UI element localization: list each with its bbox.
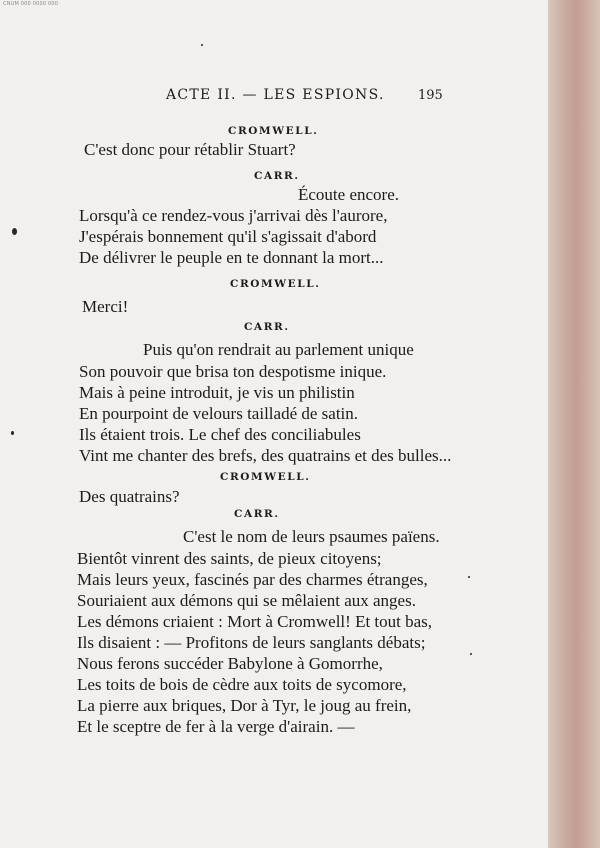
verse-line: Bientôt vinrent des saints, de pieux citoyens; [77, 549, 382, 568]
verse-line: La pierre aux briques, Dor à Tyr, le joug au frein, [77, 696, 412, 715]
verse-line: C'est donc pour rétablir Stuart? [84, 140, 296, 159]
ink-speck [12, 228, 17, 235]
verse-line: De délivrer le peuple en te donnant la mort... [79, 248, 384, 267]
ink-speck [201, 44, 203, 46]
verse-line: Les démons criaient : Mort à Cromwell! Et tout bas, [77, 612, 433, 631]
verse-line: Lorsqu'à ce rendez-vous j'arrivai dès l'aurore, [79, 206, 388, 225]
verse-line: Écoute encore. [298, 185, 399, 204]
verse-line: Mais leurs yeux, fascinés par des charmes étranges, [77, 570, 428, 589]
verse-line: En pourpoint de velours tailladé de satin. [79, 404, 359, 423]
speaker-name: CROMWELL. [228, 125, 319, 137]
verse-line: Les toits de bois de cèdre aux toits de sycomore, [77, 675, 407, 694]
ink-speck [468, 576, 470, 578]
verse-line: Ils étaient trois. Le chef des conciliabules [79, 425, 361, 444]
speaker-name: CROMWELL. [230, 278, 321, 290]
verse-line: Des quatrains? [79, 487, 180, 506]
verse-line: Souriaient aux démons qui se mêlaient aux anges. [77, 591, 416, 610]
verse-line: Ils disaient : — Profitons de leurs sanglants débats; [77, 633, 426, 652]
corner-mark: CNUM 000 0000 000 [3, 1, 59, 7]
running-head [0, 87, 548, 107]
verse-line: Mais à peine introduit, je vis un philistin [79, 383, 355, 402]
verse-line: Merci! [82, 297, 129, 316]
running-title: ACTE II. — LES ESPIONS. [166, 87, 385, 103]
verse-line: Son pouvoir que brisa ton despotisme inique. [79, 362, 387, 381]
verse-line: Nous ferons succéder Babylone à Gomorrhe, [77, 654, 383, 673]
speaker-name: CARR. [244, 321, 290, 333]
ink-speck [470, 653, 472, 655]
verse-line: Et le sceptre de fer à la verge d'airain. — [77, 717, 355, 736]
speaker-name: CROMWELL. [220, 471, 311, 483]
verse-line: Puis qu'on rendrait au parlement unique [143, 340, 414, 359]
verse-line: C'est le nom de leurs psaumes païens. [183, 527, 440, 546]
speaker-name: CARR. [234, 508, 280, 520]
verse-line: J'espérais bonnement qu'il s'agissait d'abord [79, 227, 377, 246]
speaker-name: CARR. [254, 170, 300, 182]
page-edge [548, 0, 600, 848]
page-number: 195 [418, 88, 443, 103]
ink-speck [11, 431, 14, 435]
verse-line: Vint me chanter des brefs, des quatrains et des bulles... [79, 446, 452, 465]
